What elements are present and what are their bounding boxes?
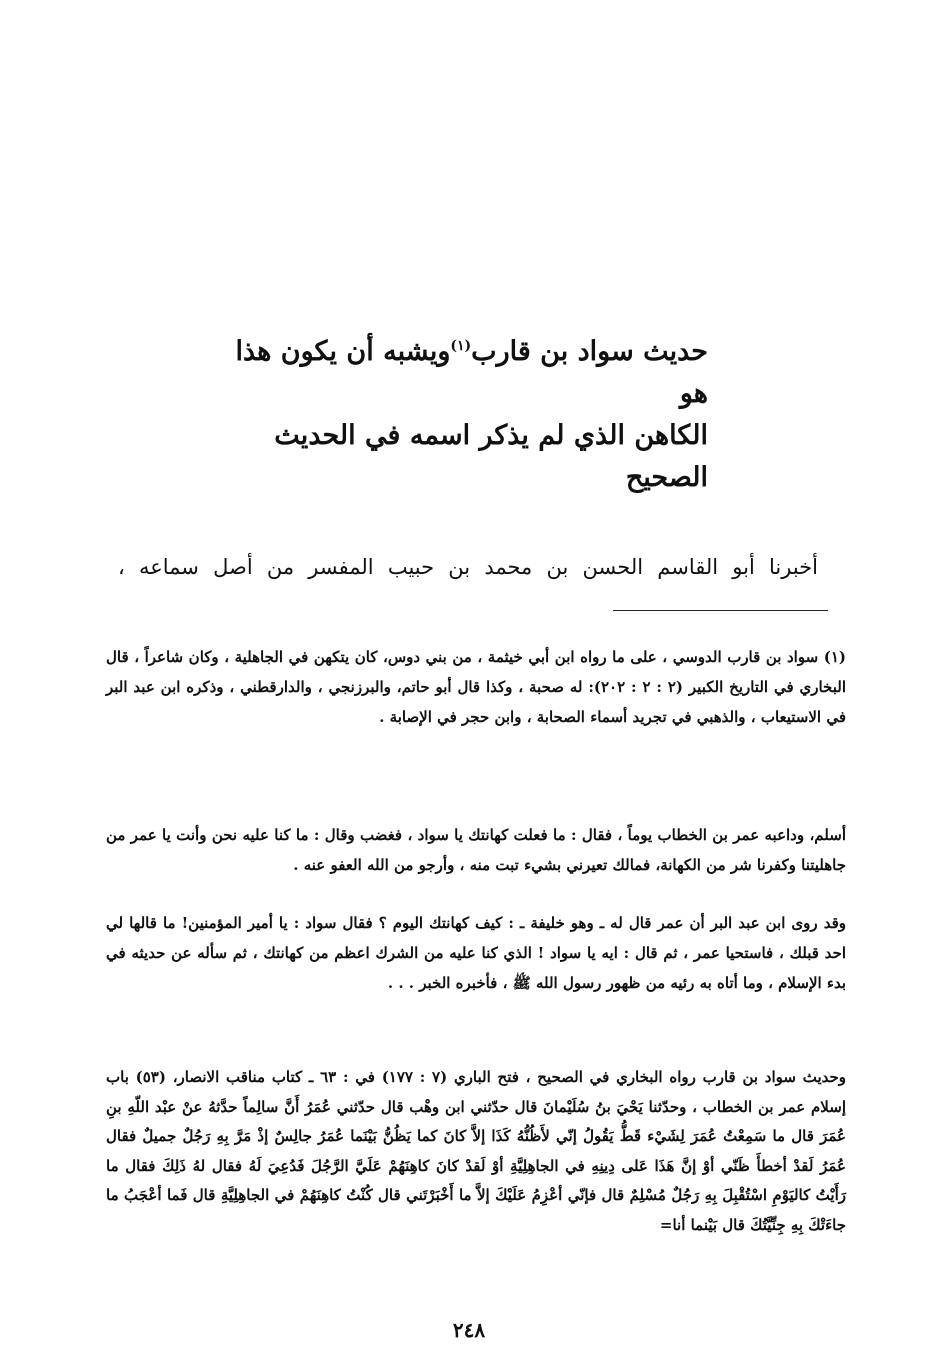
footnote-text: وقد روى ابن عبد البر أن عمر قال له ـ وهو خليفة ـ : كيف كهانتك اليوم ؟ فقال سواد : يا أمير المؤمنين! ما قالها لي احد قبلك ، فاستحيا عمر ، ثم قال : ايه يا سواد ! الذي كنا عليه من الشرك اعظم من كهانتك ، ثم سأله عن حديثه في بدء الإسلام ، وما أتاه به رئيه من ظهور رسول الله ﷺ ، فأخبره الخبر . . . xyxy=(106,914,846,992)
footnote-paragraph xyxy=(106,642,846,732)
title-line1-rest: ويشبه أن يكون هذا هو xyxy=(235,336,708,409)
footnote-marker: (١) xyxy=(450,338,472,354)
body-text: أخبرنا أبو القاسم الحسن بن محمد بن حبيب المفسر من أصل سماعه ، xyxy=(118,555,818,579)
footnote-text: أسلم، وداعبه عمر بن الخطاب يوماً ، فقال : ما فعلت كهانتك يا سواد ، فغضب وقال : ما كنا عليه نحن وأنت يا عمر من جاهليتنا وكفرنا شر من الكهانة، فمالك تعيرني بشيء تبت منه ، وأرجو من الله العفو عنه . xyxy=(106,826,846,874)
chapter-title xyxy=(228,325,708,499)
footnote-divider xyxy=(613,610,828,611)
page-number: ٢٤٨ xyxy=(452,1318,486,1342)
footnote-text: وحديث سواد بن قارب رواه البخاري في الصحيح ، فتح الباري (٧ : ١٧٧) في : ٦٣ ـ كتاب مناقب الانصار، (٥٣) باب إسلام عمر بن الخطاب ، وحدّثنا يَحْيَ بنُ سُلَيْمانَ قال حدّثني ابن وهْب قال حدّثني عُمَرُ أَنَّ سالِماً حدَّثهُ عنْ عبْد اللّهِ بنِ عُمَرَ قال ما سَمِعْتُ عُمَرَ لِشَيْء قَطُّ يَقُولُ إنّي لأَظُنُّهُ كَذَا إلاَّ كانَ كما يَظُنُّ بَيْنَما عُمَرُ جالِسٌ إذْ مَرَّ بِهِ رَجُلٌ جميلٌ فقال عُمَرُ لَقدْ أخطأَ ظَنّي أوْ إنَّ هَذَا عَلى دِينِهِ في الجاهِلِيَّةِ أوْ لَقدْ كانَ كاهِنَهُمْ عَلَيَّ الرَّجُلَ فَدُعِيَ لَهُ فقال لهُ ذَلِكَ فقال ما رَأَيْتُ كاليَوْمِ اسْتُقْبِلَ بِهِ رَجُلٌ مُسْلِمٌ قال فإنّي أعْزِمُ عَلَيْكَ إلاَّ ما أَخْبَرْتَني قال كُنْتُ كاهِنَهُمْ في الجاهِلِيَّةِ قال فَما أعْجَبُ ما جاءَتْكَ بِهِ جِنِّيَّتُكَ قال بَيْنما أنا= xyxy=(106,1068,847,1234)
footnote-paragraph xyxy=(106,908,846,998)
footnote-paragraph xyxy=(106,820,846,880)
title-line1: حديث سواد بن قارب xyxy=(471,336,708,367)
footnote-paragraph xyxy=(106,1063,846,1240)
footnote-text: (١) سواد بن قارب الدوسي ، على ما رواه ابن أبي خيثمة ، من بني دوس، كان يتكهن في الجاهلية ، وكان شاعراً ، قال البخاري في التاريخ الكبير (٢ : ٢ : ٢٠٢): له صحبة ، وكذا قال أبو حاتم، والبرزنجي ، والدارقطني ، وذكره ابن عبد البر في الاستيعاب ، والذهبي في تجريد أسماء الصحابة ، وابن حجر في الإصابة . xyxy=(106,648,847,726)
title-line2: الكاهن الذي لم يذكر اسمه في الحديث الصحيح xyxy=(274,420,708,493)
